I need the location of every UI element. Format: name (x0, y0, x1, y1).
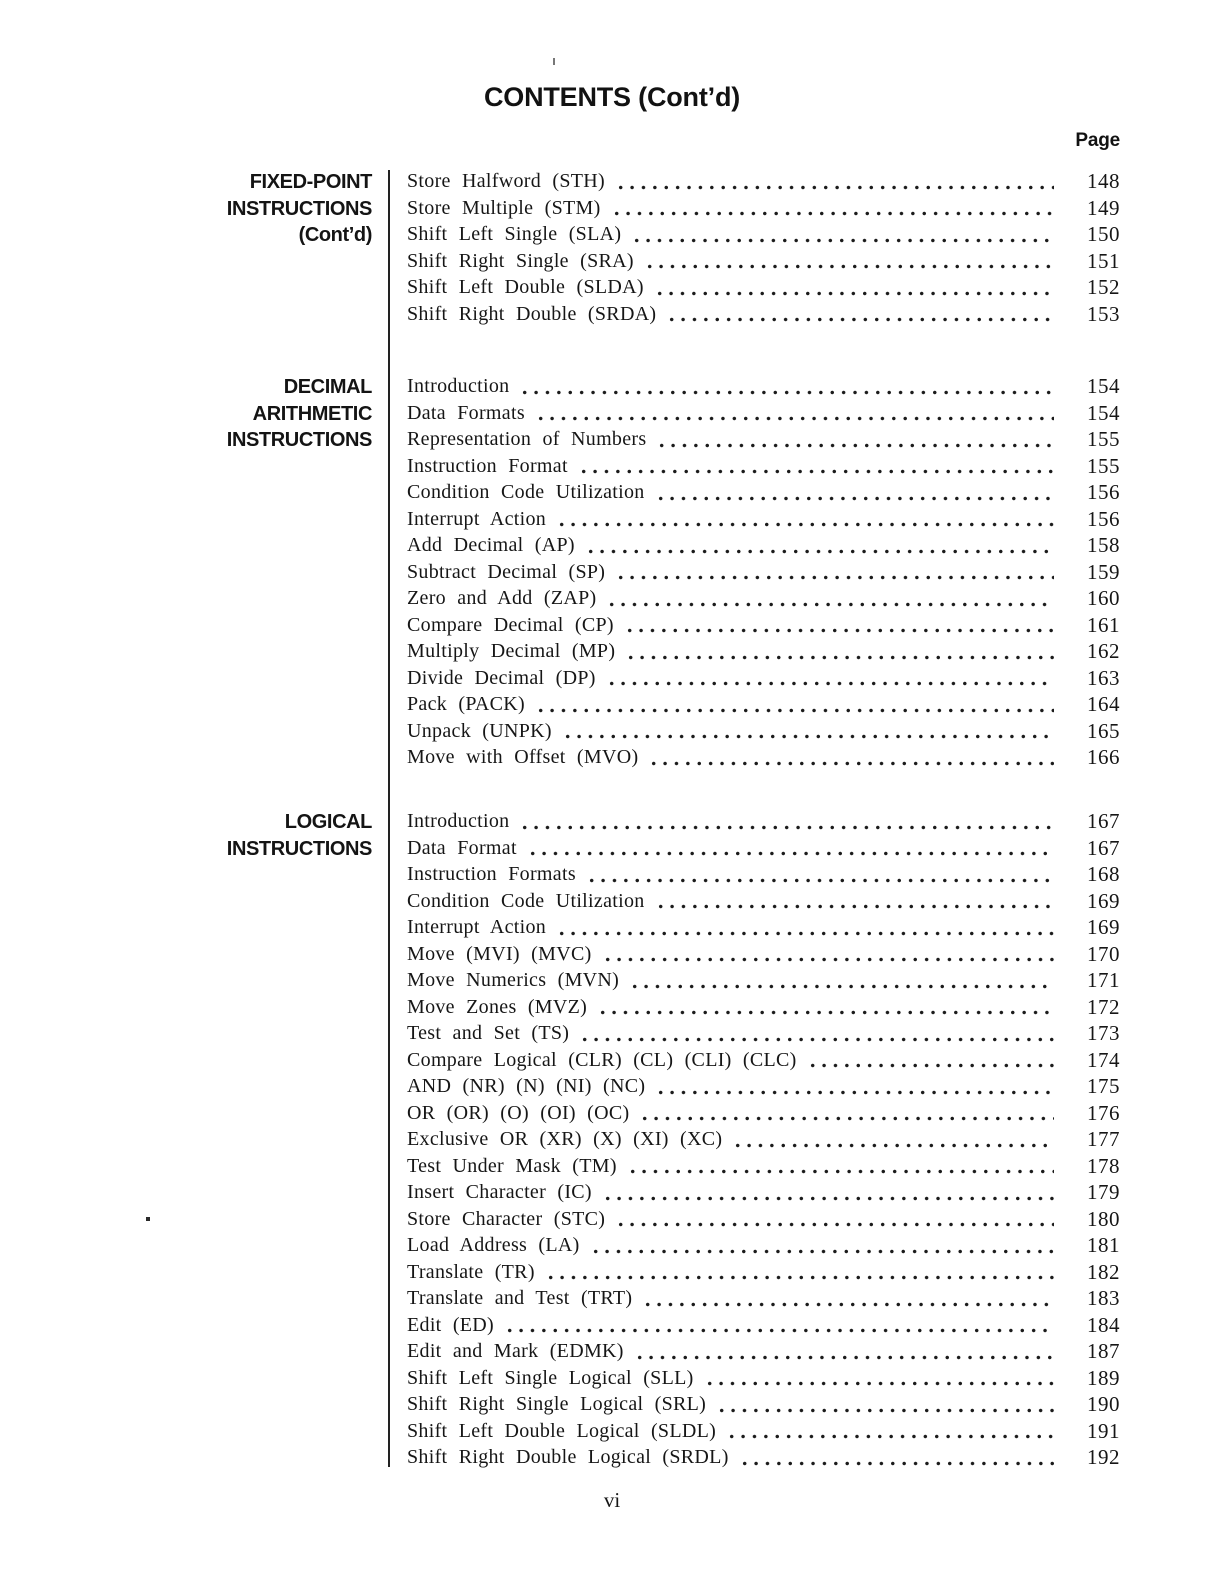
toc-entry-title: Translate and Test (TRT) (407, 1287, 633, 1309)
toc-entry-page-number: 170 (1087, 941, 1120, 966)
dot-leader (585, 532, 1054, 559)
dot-leader (732, 1126, 1054, 1153)
toc-entry-row (407, 426, 1120, 453)
toc-entry-page-number: 180 (1087, 1206, 1120, 1231)
toc-entry-page-number: 167 (1087, 809, 1120, 833)
dot-leader (642, 1285, 1054, 1312)
toc-entry-page-number: 148 (1087, 169, 1120, 193)
dot-leader (716, 1391, 1054, 1418)
toc-entry-title: Exclusive OR (XR) (X) (XI) (XC) (407, 1128, 723, 1150)
toc-entry-page-number: 182 (1087, 1259, 1120, 1284)
toc-entry-title: Zero and Add (ZAP) (407, 587, 597, 609)
toc-entry-row (407, 1444, 1120, 1471)
toc-entry-page-number: 172 (1087, 994, 1120, 1019)
toc-entry-title: Data Formats (407, 401, 525, 424)
toc-entry-title: Move Numerics (MVN) (407, 969, 620, 991)
toc-entry-row (407, 1100, 1120, 1127)
section-label-line: FIXED-POINT (249, 171, 372, 193)
toc-entry-page-number: 159 (1087, 559, 1120, 584)
toc-entry-row (407, 1312, 1120, 1339)
page-column-header: Page (1075, 130, 1120, 151)
toc-entry-title: Shift Left Single (SLA) (407, 223, 622, 245)
toc-entry-page-number: 158 (1087, 533, 1120, 557)
section-label-line: (Cont’d) (298, 224, 372, 246)
toc-entry-title: Compare Logical (CLR) (CL) (CLI) (CLC) (407, 1048, 797, 1071)
toc-entry-page-number: 156 (1087, 480, 1120, 504)
toc-entry-page-number: 155 (1087, 427, 1120, 451)
toc-entry-title: Shift Left Double (SLDA) (407, 276, 644, 298)
toc-entry-row (407, 1365, 1120, 1392)
dot-leader (535, 400, 1054, 427)
dot-leader (556, 506, 1054, 533)
dot-leader (578, 453, 1054, 480)
toc-entry-page-number: 173 (1087, 1021, 1120, 1045)
toc-entry-title: Introduction (407, 375, 510, 397)
dot-leader (615, 1206, 1054, 1233)
section-entries (407, 808, 1120, 1471)
dot-leader (606, 665, 1054, 692)
section-label-line: INSTRUCTIONS (226, 429, 372, 451)
dot-leader (615, 168, 1054, 195)
toc-entry-page-number: 177 (1087, 1127, 1120, 1151)
dot-leader (606, 585, 1054, 612)
toc-entry-row (407, 506, 1120, 533)
toc-entry-page-number: 190 (1087, 1392, 1120, 1416)
dot-leader (656, 426, 1054, 453)
toc-entry-page-number: 162 (1087, 639, 1120, 663)
toc-entry-row (407, 532, 1120, 559)
toc-entry-page-number: 178 (1087, 1153, 1120, 1178)
dot-leader (615, 559, 1054, 586)
toc-entry-row (407, 168, 1120, 195)
toc-entry-page-number: 174 (1087, 1047, 1120, 1072)
toc-entry-page-number: 184 (1087, 1312, 1120, 1337)
dot-leader (807, 1047, 1054, 1074)
toc-entry-title: Store Multiple (STM) (407, 196, 601, 219)
toc-entry-page-number: 163 (1087, 665, 1120, 690)
toc-entry-page-number: 160 (1087, 586, 1120, 610)
toc-entry-row (407, 1418, 1120, 1445)
toc-entry-page-number: 166 (1087, 745, 1120, 769)
dot-leader (629, 967, 1054, 994)
toc-entry-title: Shift Right Single (SRA) (407, 249, 634, 272)
section-label-line: INSTRUCTIONS (226, 197, 372, 220)
dot-leader (624, 612, 1054, 639)
toc-entry-page-number: 168 (1087, 862, 1120, 886)
toc-entry-page-number: 149 (1087, 195, 1120, 220)
toc-entry-page-number: 150 (1087, 222, 1120, 246)
dot-leader (655, 1073, 1054, 1100)
toc-entry-page-number: 153 (1087, 301, 1120, 326)
toc-entry-title: Data Format (407, 836, 517, 859)
toc-entry-row (407, 612, 1120, 639)
toc-entry-row (407, 744, 1120, 771)
section-label-line: INSTRUCTIONS (226, 837, 372, 860)
toc-entry-row (407, 718, 1120, 745)
toc-entry-title: Condition Code Utilization (407, 481, 645, 503)
toc-entry-title: Test Under Mask (TM) (407, 1154, 617, 1177)
dot-leader (726, 1418, 1054, 1445)
dot-leader (644, 248, 1054, 275)
dot-leader (597, 994, 1054, 1021)
dot-leader (631, 221, 1054, 248)
toc-entry-title: Insert Character (IC) (407, 1181, 592, 1203)
dot-leader (556, 914, 1054, 941)
toc-entry-title: Move with Offset (MVO) (407, 746, 639, 768)
toc-entry-row (407, 479, 1120, 506)
toc-entry-row (407, 941, 1120, 968)
toc-entry-row (407, 248, 1120, 275)
dot-leader (545, 1259, 1054, 1286)
toc-entry-row (407, 221, 1120, 248)
dot-leader (586, 861, 1054, 888)
toc-entry-title: Condition Code Utilization (407, 889, 645, 912)
dot-leader (602, 1179, 1054, 1206)
toc-entry-title: Load Address (LA) (407, 1234, 580, 1256)
toc-entry-title: Pack (PACK) (407, 693, 526, 715)
toc-entry-title: Edit (ED) (407, 1313, 495, 1336)
toc-entry-title: Shift Right Single Logical (SRL) (407, 1393, 707, 1415)
dot-leader (602, 941, 1054, 968)
toc-entry-page-number: 191 (1087, 1418, 1120, 1443)
toc-entry-title: Move (MVI) (MVC) (407, 942, 592, 965)
dot-leader (625, 638, 1054, 665)
toc-entry-row (407, 1020, 1120, 1047)
toc-entry-title: Instruction Formats (407, 863, 576, 885)
toc-entry-row (407, 1232, 1120, 1259)
dot-leader (639, 1100, 1054, 1127)
dot-leader (519, 808, 1054, 835)
toc-entry-row (407, 638, 1120, 665)
toc-entry-title: Interrupt Action (407, 507, 547, 530)
toc-entry-row (407, 274, 1120, 301)
toc-entry-page-number: 169 (1087, 888, 1120, 913)
toc-entry-page-number: 176 (1087, 1100, 1120, 1125)
toc-entry-row (407, 195, 1120, 222)
toc-entry-title: Shift Right Double (SRDA) (407, 302, 657, 325)
toc-entry-page-number: 175 (1087, 1074, 1120, 1098)
toc-entry-title: Shift Left Double Logical (SLDL) (407, 1419, 717, 1442)
toc-entry-title: Divide Decimal (DP) (407, 666, 596, 689)
toc-entry-row (407, 585, 1120, 612)
section-entries (407, 168, 1120, 327)
scan-artifact-tick (553, 58, 555, 65)
toc-entry-title: Instruction Format (407, 454, 568, 477)
toc-entry-row (407, 373, 1120, 400)
dot-leader (527, 835, 1054, 862)
toc-entry-page-number: 187 (1087, 1339, 1120, 1363)
toc-entry-title: Shift Left Single Logical (SLL) (407, 1366, 694, 1389)
toc-entry-row (407, 888, 1120, 915)
toc-entry-page-number: 161 (1087, 612, 1120, 637)
toc-entry-page-number: 156 (1087, 506, 1120, 531)
toc-entry-row (407, 301, 1120, 328)
dot-leader (535, 691, 1054, 718)
toc-entry-title: Representation of Numbers (407, 428, 647, 450)
toc-entry-row (407, 835, 1120, 862)
toc-entry-row (407, 1126, 1120, 1153)
toc-entry-title: Test and Set (TS) (407, 1022, 570, 1044)
section-label (0, 374, 372, 454)
page-title: CONTENTS (Cont’d) (483, 82, 741, 112)
toc-entry-title: Translate (TR) (407, 1260, 535, 1283)
toc-entry-title: Interrupt Action (407, 916, 547, 938)
toc-entry-row (407, 1153, 1120, 1180)
toc-entry-row (407, 1047, 1120, 1074)
toc-entry-page-number: 169 (1087, 915, 1120, 939)
dot-leader (504, 1312, 1054, 1339)
toc-entry-row (407, 1073, 1120, 1100)
toc-entry-page-number: 183 (1087, 1286, 1120, 1310)
toc-entry-page-number: 165 (1087, 718, 1120, 743)
dot-leader (655, 479, 1054, 506)
toc-entry-row (407, 861, 1120, 888)
dot-leader (562, 718, 1054, 745)
toc-entry-page-number: 155 (1087, 453, 1120, 478)
dot-leader (579, 1020, 1054, 1047)
toc-entry-title: Edit and Mark (EDMK) (407, 1340, 624, 1362)
toc-entry-row (407, 1259, 1120, 1286)
dot-leader (655, 888, 1054, 915)
toc-entry-title: Compare Decimal (CP) (407, 613, 614, 636)
toc-entry-page-number: 189 (1087, 1365, 1120, 1390)
dot-leader (654, 274, 1054, 301)
toc-entry-row (407, 994, 1120, 1021)
toc-entry-row (407, 1285, 1120, 1312)
toc-entry-title: Add Decimal (AP) (407, 534, 575, 556)
toc-entry-page-number: 171 (1087, 968, 1120, 992)
dot-leader (739, 1444, 1054, 1471)
toc-entry-title: Store Halfword (STH) (407, 170, 605, 192)
toc-entry-row (407, 1206, 1120, 1233)
section-label (0, 169, 372, 249)
toc-entry-page-number: 179 (1087, 1180, 1120, 1204)
dot-leader (519, 373, 1054, 400)
dot-leader (611, 195, 1054, 222)
toc-entry-row (407, 559, 1120, 586)
section-label-line: DECIMAL (283, 376, 372, 398)
toc-entry-page-number: 192 (1087, 1445, 1120, 1469)
toc-entry-row (407, 808, 1120, 835)
toc-entry-page-number: 154 (1087, 400, 1120, 425)
toc-entry-page-number: 152 (1087, 275, 1120, 299)
section-divider-rule (388, 170, 390, 1467)
toc-entry-page-number: 181 (1087, 1233, 1120, 1257)
section-label (0, 809, 372, 862)
toc-entry-row (407, 665, 1120, 692)
toc-entry-row (407, 453, 1120, 480)
toc-entry-page-number: 164 (1087, 692, 1120, 716)
page-folio: vi (603, 1488, 621, 1512)
dot-leader (634, 1338, 1054, 1365)
section-entries (407, 373, 1120, 771)
toc-entry-title: Shift Right Double Logical (SRDL) (407, 1446, 729, 1468)
toc-entry-row (407, 691, 1120, 718)
toc-entry-title: OR (OR) (O) (OI) (OC) (407, 1101, 630, 1124)
dot-leader (666, 301, 1054, 328)
toc-entry-title: Move Zones (MVZ) (407, 995, 588, 1018)
toc-entry-title: Store Character (STC) (407, 1207, 606, 1230)
dot-leader (648, 744, 1054, 771)
toc-entry-title: AND (NR) (N) (NI) (NC) (407, 1075, 646, 1097)
toc-entry-title: Introduction (407, 810, 510, 832)
toc-entry-page-number: 154 (1087, 374, 1120, 398)
dot-leader (704, 1365, 1054, 1392)
toc-entry-row (407, 1338, 1120, 1365)
section-label-line: LOGICAL (284, 811, 372, 833)
dot-leader (627, 1153, 1054, 1180)
toc-entry-title: Subtract Decimal (SP) (407, 560, 606, 583)
dot-leader (590, 1232, 1054, 1259)
scan-artifact-dot (146, 1217, 150, 1221)
toc-entry-row (407, 1391, 1120, 1418)
toc-entry-row (407, 1179, 1120, 1206)
toc-entry-title: Unpack (UNPK) (407, 719, 552, 742)
toc-entry-row (407, 914, 1120, 941)
section-label-line: ARITHMETIC (252, 402, 372, 425)
toc-entry-page-number: 151 (1087, 248, 1120, 273)
toc-entry-title: Multiply Decimal (MP) (407, 640, 616, 662)
toc-entry-page-number: 167 (1087, 835, 1120, 860)
toc-entry-row (407, 967, 1120, 994)
toc-entry-row (407, 400, 1120, 427)
